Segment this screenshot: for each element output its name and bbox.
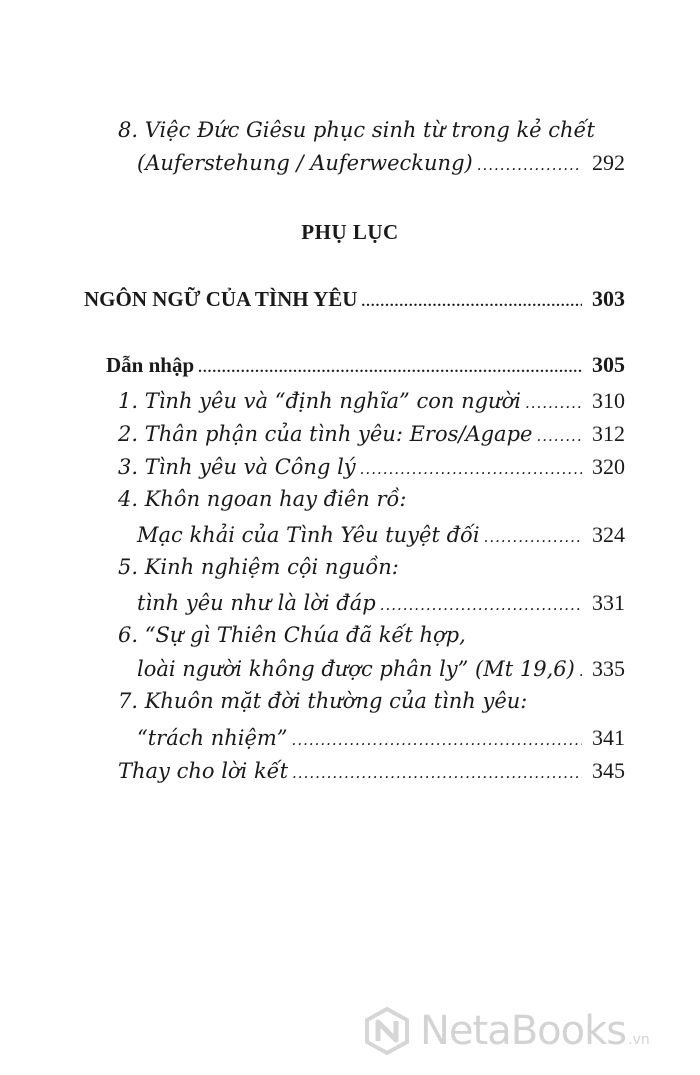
toc-entry-6-line1: 6. “Sự gì Thiên Chúa đã kết hợp,: [118, 623, 466, 647]
toc-entry-5[interactable]: [137, 590, 625, 616]
toc-entry-6[interactable]: [137, 656, 625, 682]
toc-entry-7-line1: 7. Khuôn mặt đời thường của tình yêu:: [118, 689, 528, 713]
toc-entry-6-line2: loài người không được phân ly” (Mt 19,6): [137, 657, 575, 681]
toc-entry-2[interactable]: [118, 421, 625, 447]
toc-intro[interactable]: [106, 352, 625, 378]
toc-entry-closing[interactable]: [118, 758, 625, 784]
leader-dots: [477, 156, 582, 174]
toc-entry-5-page: 331: [592, 590, 625, 615]
intro-page: 305: [592, 352, 625, 377]
leader-dots: [380, 596, 582, 614]
toc-entry-1-text: 1. Tình yêu và “định nghĩa” con người: [118, 389, 521, 413]
toc-entry-5-line2: tình yêu như là lời đáp: [137, 591, 376, 615]
leader-dots: [579, 662, 582, 680]
toc-entry-2-text: 2. Thân phận của tình yêu: Eros/Agape: [118, 422, 533, 446]
toc-entry-1[interactable]: [118, 388, 625, 414]
toc-entry-6-page: 335: [592, 656, 625, 681]
intro-text: Dẫn nhập: [106, 353, 195, 377]
toc-entry-closing-page: 345: [592, 758, 625, 783]
toc-entry-8-line1: 8. Việc Đức Giêsu phục sinh từ trong kẻ chết: [118, 118, 595, 142]
toc-entry-5-line1: 5. Kinh nghiệm cội nguồn:: [118, 555, 399, 579]
toc-entry-8[interactable]: [137, 150, 625, 176]
toc-entry-4-page: 324: [592, 522, 625, 547]
toc-entry-2-page: 312: [592, 421, 625, 446]
leader-dots: [360, 460, 582, 478]
leader-dots: [198, 360, 582, 377]
leader-dots: [361, 294, 582, 311]
watermark-suffix: .vn: [628, 1032, 650, 1048]
toc-entry-4[interactable]: [137, 522, 625, 548]
part-title-page: 303: [592, 286, 625, 311]
toc-entry-7[interactable]: [137, 725, 625, 751]
toc-entry-closing-text: Thay cho lời kết: [118, 759, 289, 783]
toc-entry-7-page: 341: [592, 725, 625, 750]
toc-part-title[interactable]: [84, 286, 625, 312]
appendix-heading: PHỤ LỤC: [301, 220, 399, 244]
toc-entry-3-text: 3. Tình yêu và Công lý: [118, 455, 356, 479]
toc-entry-1-page: 310: [592, 388, 625, 413]
toc-entry-4-line2: Mạc khải của Tình Yêu tuyệt đối: [137, 523, 480, 547]
leader-dots: [525, 394, 582, 412]
leader-dots: [484, 528, 582, 546]
watermark: [362, 1004, 650, 1058]
toc-entry-7-line2: “trách nhiệm”: [137, 726, 288, 750]
toc-entry-4-line1: 4. Khôn ngoan hay điên rồ:: [118, 487, 407, 511]
leader-dots: [292, 764, 582, 782]
netabooks-logo-icon: [362, 1006, 412, 1056]
toc-entry-8-line2: (Auferstehung / Auferweckung): [137, 151, 473, 175]
toc-entry-3-page: 320: [592, 454, 625, 479]
toc-entry-8-page: 292: [592, 150, 625, 175]
leader-dots: [292, 731, 582, 749]
watermark-brand: NetaBooks: [420, 1008, 627, 1054]
leader-dots: [536, 427, 582, 445]
toc-entry-3[interactable]: [118, 454, 625, 480]
part-title-text: NGÔN NGỮ CỦA TÌNH YÊU: [84, 287, 358, 311]
